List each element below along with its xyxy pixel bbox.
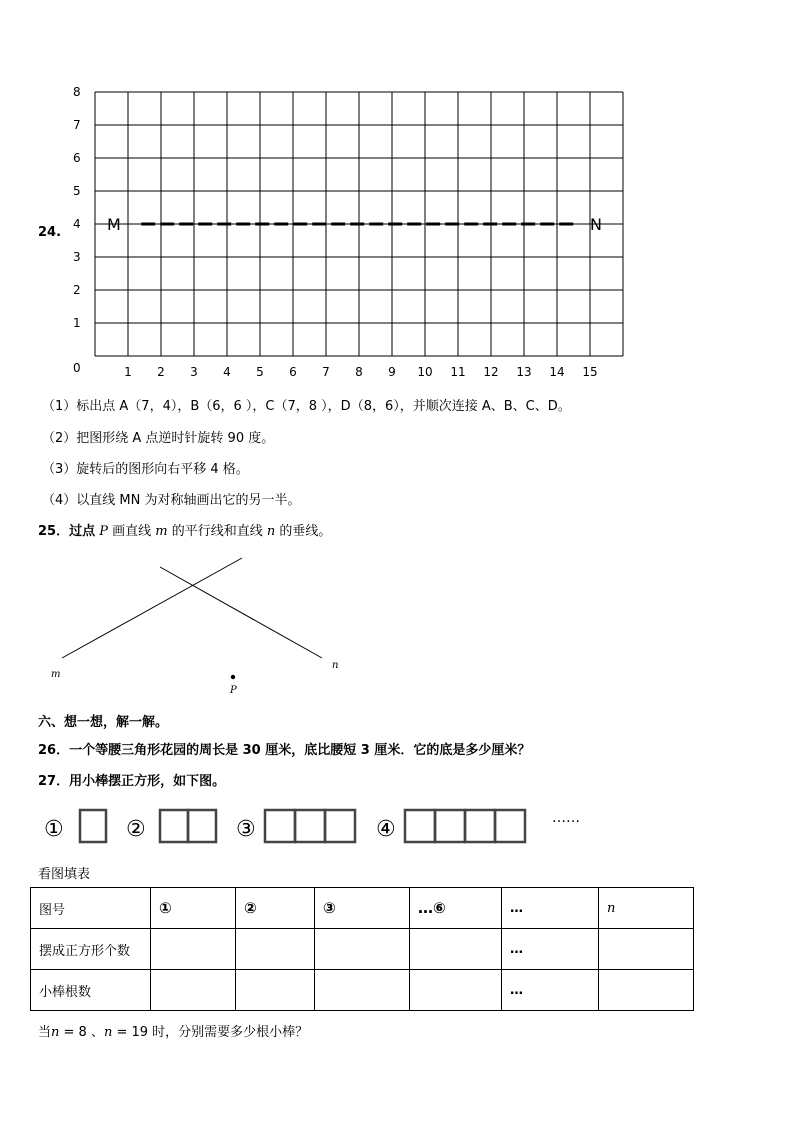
table-cell[interactable] xyxy=(599,929,694,970)
figure-label-3: ③ xyxy=(236,817,256,842)
y-tick-label: 1 xyxy=(73,316,81,330)
y-tick-label: 8 xyxy=(73,85,81,99)
x-tick-label: 12 xyxy=(483,365,499,379)
y-tick-label: 6 xyxy=(73,151,81,165)
q24-sub1: （1）标出点 A（7，4），B（6，6 ），C（7，8 ），D（8，6），并顺次连接 A、B、C、D。 xyxy=(42,399,571,414)
y-tick-label: 4 xyxy=(73,217,81,231)
section-heading: 六、想一想，解一解。 xyxy=(38,715,169,730)
q25-n: n xyxy=(266,524,276,539)
table-row xyxy=(31,929,694,970)
label-n: n xyxy=(332,660,339,671)
fill-table xyxy=(30,887,694,1011)
label-n: N xyxy=(590,215,602,234)
figure-label-1: ① xyxy=(44,817,64,842)
table-cell: …⑥ xyxy=(410,888,502,929)
y-tick-label: 2 xyxy=(73,283,81,297)
x-tick-label: 14 xyxy=(549,365,565,379)
table-title: 看图填表 xyxy=(38,867,91,882)
q24-sub3: （3）旋转后的图形向右平移 4 格。 xyxy=(42,462,249,477)
x-tick-label: 3 xyxy=(190,365,198,379)
line-m xyxy=(62,558,242,658)
final-eq1: = 8 、 xyxy=(59,1025,104,1040)
q25-suffix: 的垂线。 xyxy=(279,524,332,539)
q25-prefix: 25．过点 xyxy=(38,524,96,539)
label-m: m xyxy=(51,669,61,680)
table-cell[interactable] xyxy=(236,970,315,1011)
y-tick-label: 7 xyxy=(73,118,81,132)
q24-sub4: （4）以直线 MN 为对称轴画出它的另一半。 xyxy=(42,493,301,508)
y-tick-label: 5 xyxy=(73,184,81,198)
y-tick-label: 0 xyxy=(73,361,81,375)
q25-mid2: 的平行线和直线 xyxy=(171,524,263,539)
q24-number: 24. xyxy=(38,225,62,240)
q25-mid1: 画直线 xyxy=(112,524,152,539)
x-tick-label: 6 xyxy=(289,365,297,379)
table-cell: 图号 xyxy=(31,888,151,929)
figure-ellipsis: …… xyxy=(552,810,580,826)
matchstick-figure xyxy=(40,800,610,855)
table-cell[interactable] xyxy=(151,970,236,1011)
x-tick-label: 10 xyxy=(417,365,433,379)
x-tick-label: 15 xyxy=(582,365,598,379)
q25-text xyxy=(38,520,331,539)
table-cell: … xyxy=(502,888,599,929)
table-cell[interactable] xyxy=(236,929,315,970)
table-cell: ① xyxy=(151,888,236,929)
table-cell[interactable] xyxy=(315,929,410,970)
x-tick-label: 13 xyxy=(516,365,532,379)
final-prefix: 当 xyxy=(38,1025,52,1040)
x-tick-label: 7 xyxy=(322,365,330,379)
figure-label-4: ④ xyxy=(376,817,396,842)
table-cell[interactable] xyxy=(151,929,236,970)
q27-text: 27．用小棒摆正方形，如下图。 xyxy=(38,774,226,789)
q24-sub2: （2）把图形绕 A 点逆时针旋转 90 度。 xyxy=(42,431,275,446)
table-cell[interactable] xyxy=(410,929,502,970)
table-cell: ② xyxy=(236,888,315,929)
final-eq2: = 19 时，分别需要多少根小棒？ xyxy=(112,1025,309,1040)
lines-figure xyxy=(40,550,360,700)
label-m: M xyxy=(107,215,121,234)
q25-m: m xyxy=(155,524,168,539)
table-cell: ③ xyxy=(315,888,410,929)
table-cell[interactable] xyxy=(410,970,502,1011)
grid-chart xyxy=(60,80,640,380)
x-tick-label: 11 xyxy=(450,365,466,379)
table-cell: 小棒根数 xyxy=(31,970,151,1011)
final-question xyxy=(38,1021,308,1040)
x-tick-label: 9 xyxy=(388,365,396,379)
table-cell: … xyxy=(502,929,599,970)
point-p xyxy=(231,675,235,679)
table-cell[interactable] xyxy=(599,970,694,1011)
label-p: P xyxy=(230,685,237,696)
q26-text: 26．一个等腰三角形花园的周长是 30 厘米，底比腰短 3 厘米．它的底是多少厘米？ xyxy=(38,743,531,758)
final-n1: n xyxy=(51,1025,60,1040)
x-tick-label: 2 xyxy=(157,365,165,379)
line-n xyxy=(160,567,322,658)
final-n2: n xyxy=(103,1025,113,1040)
x-tick-label: 5 xyxy=(256,365,264,379)
table-row xyxy=(31,888,694,929)
x-tick-label: 1 xyxy=(124,365,132,379)
table-row xyxy=(31,970,694,1011)
table-cell[interactable] xyxy=(315,970,410,1011)
figure-label-2: ② xyxy=(126,817,146,842)
table-cell: … xyxy=(502,970,599,1011)
q25-p: P xyxy=(99,524,108,539)
table-cell: n xyxy=(599,888,694,929)
x-tick-label: 8 xyxy=(355,365,363,379)
x-tick-label: 4 xyxy=(223,365,231,379)
y-tick-label: 3 xyxy=(73,250,81,264)
table-cell: 摆成正方形个数 xyxy=(31,929,151,970)
